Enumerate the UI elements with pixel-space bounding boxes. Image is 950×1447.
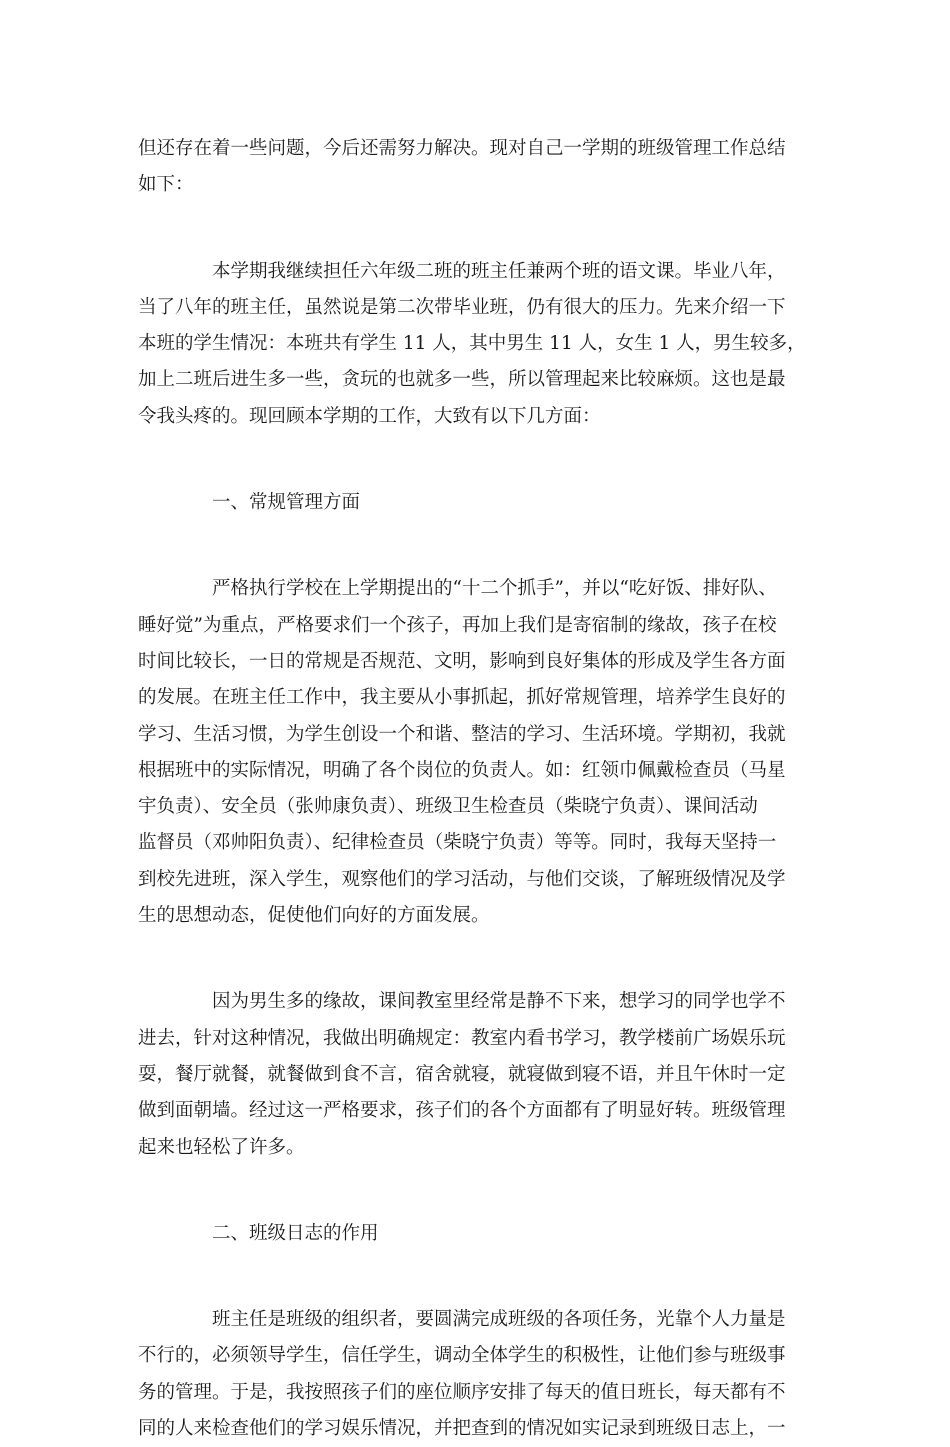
- text-line: 的发展。在班主任工作中，我主要从小事抓起，抓好常规管理，培养学生良好的: [138, 687, 786, 709]
- text-line: 令我头疼的。现回顾本学期的工作，大致有以下几方面：: [138, 405, 601, 427]
- text-line: 到校先进班，深入学生，观察他们的学习活动，与他们交谈，了解班级情况及学: [138, 868, 786, 890]
- paragraph-spacer: [138, 934, 810, 984]
- text-line: 务的管理。于是，我按照孩子们的座位顺序安排了每天的值日班长，每天都有不: [138, 1381, 786, 1403]
- paragraph-class-log: [138, 1302, 810, 1447]
- section-heading-class-log: 二、班级日志的作用: [212, 1222, 379, 1244]
- text-line: 如下：: [138, 174, 194, 196]
- paragraph-routine-management: [138, 571, 810, 934]
- text-line: 加上二班后进生多一些，贪玩的也就多一些，所以管理起来比较麻烦。这也是最: [138, 369, 786, 391]
- text-line: 班主任是班级的组织者，要圆满完成班级的各项任务，光靠个人力量是: [212, 1309, 786, 1331]
- text-line: 生的思想动态，促使他们向好的方面发展。: [138, 905, 490, 927]
- text-line: 监督员（邓帅阳负责）、纪律检查员（柴晓宁负责）等等。同时，我每天坚持一: [138, 832, 777, 854]
- text-line: 根据班中的实际情况，明确了各个岗位的负责人。如：红领巾佩戴检查员（马星: [138, 759, 786, 781]
- paragraph-spacer: [138, 521, 810, 571]
- text-line: 但还存在着一些问题，今后还需努力解决。现对自己一学期的班级管理工作总结: [138, 138, 786, 159]
- text-line: 进去，针对这种情况，我做出明确规定：教室内看书学习，教学楼前广场娱乐玩: [138, 1027, 786, 1049]
- text-line: 起来也轻松了许多。: [138, 1136, 305, 1158]
- text-line: 本学期我继续担任六年级二班的班主任兼两个班的语文课。毕业八年，: [212, 260, 786, 282]
- text-line: 本班的学生情况：本班共有学生 11 人，其中男生 11 人，女生 1 人，男生较多，: [138, 333, 806, 355]
- section-heading-routine-management: 一、常规管理方面: [212, 492, 361, 514]
- text-line: 时间比较长，一日的常规是否规范、文明，影响到良好集体的形成及学生各方面: [138, 650, 786, 672]
- paragraph-class-overview: [138, 254, 810, 435]
- text-line: 做到面朝墙。经过这一严格要求，孩子们的各个方面都有了明显好转。班级管理: [138, 1100, 786, 1122]
- paragraph-intro-continued: [138, 131, 810, 204]
- text-line: 因为男生多的缘故，课间教室里经常是静不下来，想学习的同学也学不: [212, 991, 786, 1013]
- paragraph-classroom-rules: [138, 984, 810, 1165]
- text-line: 不行的，必须领导学生，信任学生，调动全体学生的积极性，让他们参与班级事: [138, 1345, 786, 1367]
- paragraph-spacer: [138, 435, 810, 485]
- paragraph-spacer: [138, 1252, 810, 1302]
- paragraph-spacer: [138, 204, 810, 254]
- text-line: 耍，餐厅就餐，就餐做到食不言，宿舍就寝，就寝做到寝不语，并且午休时一定: [138, 1063, 786, 1085]
- text-line: 严格执行学校在上学期提出的“十二个抓手”，并以“吃好饭、排好队、: [212, 578, 777, 600]
- text-line: 宇负责）、安全员（张帅康负责）、班级卫生检查员（柴晓宁负责）、课间活动: [138, 796, 758, 818]
- text-line: 当了八年的班主任，虽然说是第二次带毕业班，仍有很大的压力。先来介绍一下: [138, 296, 786, 318]
- document-body: [138, 131, 810, 1447]
- text-line: 同的人来检查他们的学习娱乐情况，并把查到的情况如实记录到班级日志上，一: [138, 1418, 786, 1440]
- text-line: 睡好觉”为重点，严格要求们一个孩子，再加上我们是寄宿制的缘故，孩子在校: [138, 614, 777, 636]
- text-line: 学习、生活习惯，为学生创设一个和谐、整洁的学习、生活环境。学期初，我就: [138, 723, 786, 745]
- paragraph-spacer: [138, 1166, 810, 1216]
